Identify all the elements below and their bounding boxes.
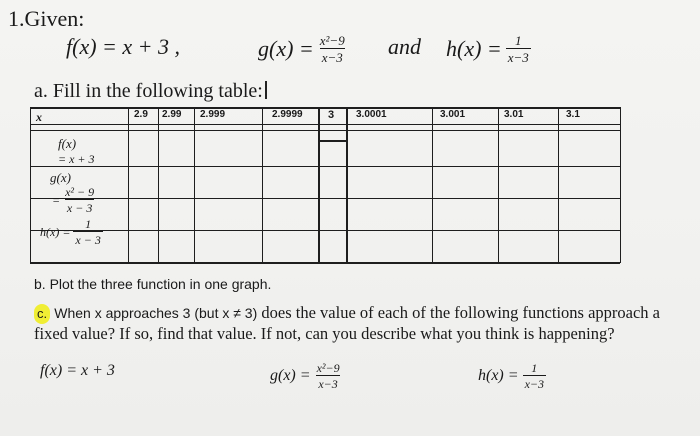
g-row-numerator: x² − 9 [65,185,95,199]
bottom-g-fraction [315,362,342,390]
x-value-header: 2.9 [134,109,148,120]
table-border-top [30,107,620,109]
problem-title: 1.Given: [8,6,85,31]
g-prefix: g(x) = [258,36,314,61]
part-c-badge: c. [34,304,50,324]
h-denominator: x−3 [507,50,529,65]
x-value-header: 2.9999 [272,109,303,120]
x-value-header: 2.99 [162,109,182,120]
bottom-g-denominator: x−3 [318,377,338,391]
part-a-instruction [34,80,267,103]
h-definition [446,34,531,64]
f-expression: f(x) = x + 3 , [66,34,180,59]
bottom-h-denominator: x−3 [524,377,544,391]
part-a-text: a. Fill in the following table: [34,80,263,102]
bottom-f-expression: f(x) = x + 3 [40,362,115,379]
g-row-eq: = [52,192,61,207]
g-fraction [318,34,347,64]
part-b-instruction: b. Plot the three function in one graph. [34,276,272,292]
bottom-h-prefix: h(x) = [478,367,519,384]
row-label-g [50,170,96,214]
and-text: and [388,34,421,59]
table-column-divider [158,107,159,263]
bottom-h-numerator: 1 [531,361,538,375]
table-row-divider [30,130,620,131]
h-row-fraction [73,218,102,246]
bottom-g-numerator: x²−9 [316,361,340,375]
x-value-header: 2.999 [200,109,226,120]
and-word [388,34,421,60]
f-row-line2: = x + 3 [58,152,95,166]
x-value-header: 3.0001 [356,109,387,120]
table-row-divider [30,230,620,231]
g-definition [258,34,347,64]
table-column-divider [558,107,559,263]
x-value-header: 3.001 [440,109,466,120]
table-header-divider [30,124,620,125]
table-column-divider [128,107,129,263]
g-numerator: x²−9 [319,33,345,48]
bottom-f [40,362,115,380]
g-denominator: x−3 [321,50,343,65]
table-column-divider [432,107,433,263]
row-label-f [58,136,95,167]
table-column-divider [194,107,195,263]
text-cursor [265,81,267,99]
table-column-divider [498,107,499,263]
g-row-denominator: x − 3 [66,201,93,215]
h-prefix: h(x) = [446,36,502,61]
table-column-divider [318,107,320,263]
bottom-h-fraction [523,362,546,390]
h-numerator: 1 [515,33,522,48]
part-c-rest: does the value of each of the following functions approach a fixed value? If so, find that value. If not, can you describe what you think is happening? [34,303,661,343]
part-c-instruction [34,303,684,344]
table-mark-line [318,140,346,142]
g-row-line1: g(x) [50,170,71,185]
part-c-lead: When x approaches 3 (but x ≠ 3) [54,305,258,321]
table-column-divider [620,107,621,263]
table-column-divider [346,107,348,263]
x-column-header: x [36,110,42,124]
x-value-header: 3.01 [504,109,524,120]
h-row-numerator: 1 [85,217,92,231]
table-column-divider [30,107,31,263]
x-value-header: 3.1 [566,109,580,120]
bottom-g [270,362,342,390]
bottom-g-prefix: g(x) = [270,367,311,384]
table-row-divider [30,166,620,167]
bottom-h [478,362,546,390]
table-row-divider [30,198,620,199]
table-border-bottom [30,262,620,264]
g-row-fraction [63,186,96,214]
h-row-denominator: x − 3 [75,233,101,247]
table-column-divider [262,107,263,263]
x-value-header: 3 [328,109,335,121]
f-row-line1: f(x) [58,136,77,151]
h-row-prefix: h(x) = [40,224,71,239]
h-fraction [506,34,531,64]
row-label-h [40,218,103,246]
f-definition [66,34,180,60]
